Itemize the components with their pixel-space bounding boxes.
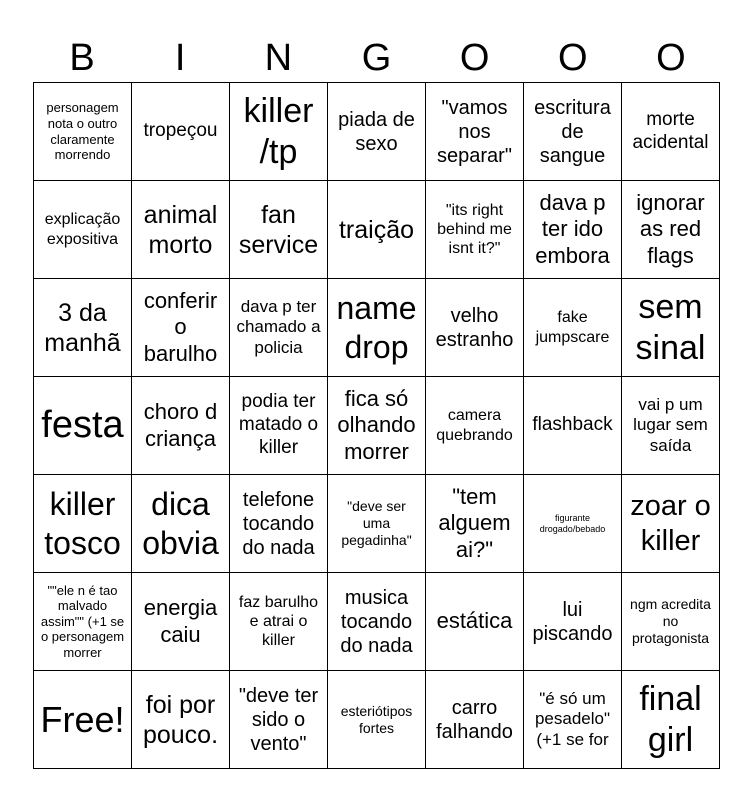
bingo-cell[interactable]: killer /tp bbox=[230, 83, 328, 181]
bingo-cell[interactable]: explicação expositiva bbox=[34, 181, 132, 279]
bingo-cell[interactable]: faz barulho e atrai o killer bbox=[230, 573, 328, 671]
bingo-cell[interactable]: telefone tocando do nada bbox=[230, 475, 328, 573]
bingo-cell[interactable]: fake jumpscare bbox=[524, 279, 622, 377]
bingo-cell[interactable]: morte acidental bbox=[622, 83, 720, 181]
bingo-cell[interactable]: "é só um pesadelo" (+1 se for bbox=[524, 671, 622, 769]
bingo-cell[interactable]: personagem nota o outro claramente morrendo bbox=[34, 83, 132, 181]
bingo-cell[interactable]: fica só olhando morrer bbox=[328, 377, 426, 475]
bingo-cell[interactable]: estática bbox=[426, 573, 524, 671]
bingo-cell[interactable]: carro falhando bbox=[426, 671, 524, 769]
bingo-header bbox=[33, 34, 720, 82]
bingo-cell[interactable]: ngm acredita no protagonista bbox=[622, 573, 720, 671]
bingo-cell[interactable]: dica obvia bbox=[132, 475, 230, 573]
bingo-cell[interactable]: ignorar as red flags bbox=[622, 181, 720, 279]
bingo-cell[interactable]: foi por pouco. bbox=[132, 671, 230, 769]
header-letter-n: N bbox=[264, 37, 293, 79]
bingo-cell[interactable]: energia caiu bbox=[132, 573, 230, 671]
bingo-cell[interactable]: animal morto bbox=[132, 181, 230, 279]
bingo-cell[interactable]: "its right behind me isnt it?" bbox=[426, 181, 524, 279]
bingo-cell[interactable]: name drop bbox=[328, 279, 426, 377]
header-letter-g: G bbox=[361, 37, 392, 79]
bingo-cell[interactable]: podia ter matado o killer bbox=[230, 377, 328, 475]
bingo-cell[interactable]: killer tosco bbox=[34, 475, 132, 573]
bingo-cell[interactable]: "deve ter sido o vento" bbox=[230, 671, 328, 769]
header-letter-o3: O bbox=[656, 37, 686, 79]
bingo-cell[interactable]: flashback bbox=[524, 377, 622, 475]
bingo-cell[interactable]: "vamos nos separar" bbox=[426, 83, 524, 181]
bingo-cell[interactable]: fan service bbox=[230, 181, 328, 279]
bingo-cell[interactable]: final girl bbox=[622, 671, 720, 769]
bingo-cell[interactable]: piada de sexo bbox=[328, 83, 426, 181]
bingo-cell[interactable]: "tem alguem ai?" bbox=[426, 475, 524, 573]
bingo-cell[interactable]: traição bbox=[328, 181, 426, 279]
bingo-cell[interactable]: camera quebrando bbox=[426, 377, 524, 475]
bingo-cell[interactable]: tropeçou bbox=[132, 83, 230, 181]
bingo-cell[interactable]: festa bbox=[34, 377, 132, 475]
bingo-cell[interactable]: velho estranho bbox=[426, 279, 524, 377]
bingo-cell[interactable]: sem sinal bbox=[622, 279, 720, 377]
bingo-cell[interactable]: dava p ter ido embora bbox=[524, 181, 622, 279]
bingo-cell[interactable]: musica tocando do nada bbox=[328, 573, 426, 671]
bingo-cell[interactable]: zoar o killer bbox=[622, 475, 720, 573]
bingo-cell[interactable]: "deve ser uma pegadinha" bbox=[328, 475, 426, 573]
bingo-cell[interactable]: figurante drogado/bebado bbox=[524, 475, 622, 573]
bingo-cell[interactable]: escritura de sangue bbox=[524, 83, 622, 181]
header-letter-o2: O bbox=[557, 37, 588, 79]
header-letter-b: B bbox=[69, 37, 95, 79]
bingo-cell[interactable]: conferir o barulho bbox=[132, 279, 230, 377]
bingo-cell[interactable]: ""ele n é tao malvado assim"" (+1 se o personagem morrer bbox=[34, 573, 132, 671]
bingo-cell[interactable]: esteriótipos fortes bbox=[328, 671, 426, 769]
bingo-cell[interactable]: vai p um lugar sem saída bbox=[622, 377, 720, 475]
bingo-cell[interactable]: lui piscando bbox=[524, 573, 622, 671]
bingo-cell[interactable]: 3 da manhã bbox=[34, 279, 132, 377]
header-letter-o1: O bbox=[459, 37, 490, 79]
bingo-cell[interactable]: choro d criança bbox=[132, 377, 230, 475]
bingo-board bbox=[33, 82, 720, 769]
header-letter-i: I bbox=[174, 37, 186, 79]
bingo-cell[interactable]: dava p ter chamado a policia bbox=[230, 279, 328, 377]
bingo-cell-free[interactable]: Free! bbox=[34, 671, 132, 769]
